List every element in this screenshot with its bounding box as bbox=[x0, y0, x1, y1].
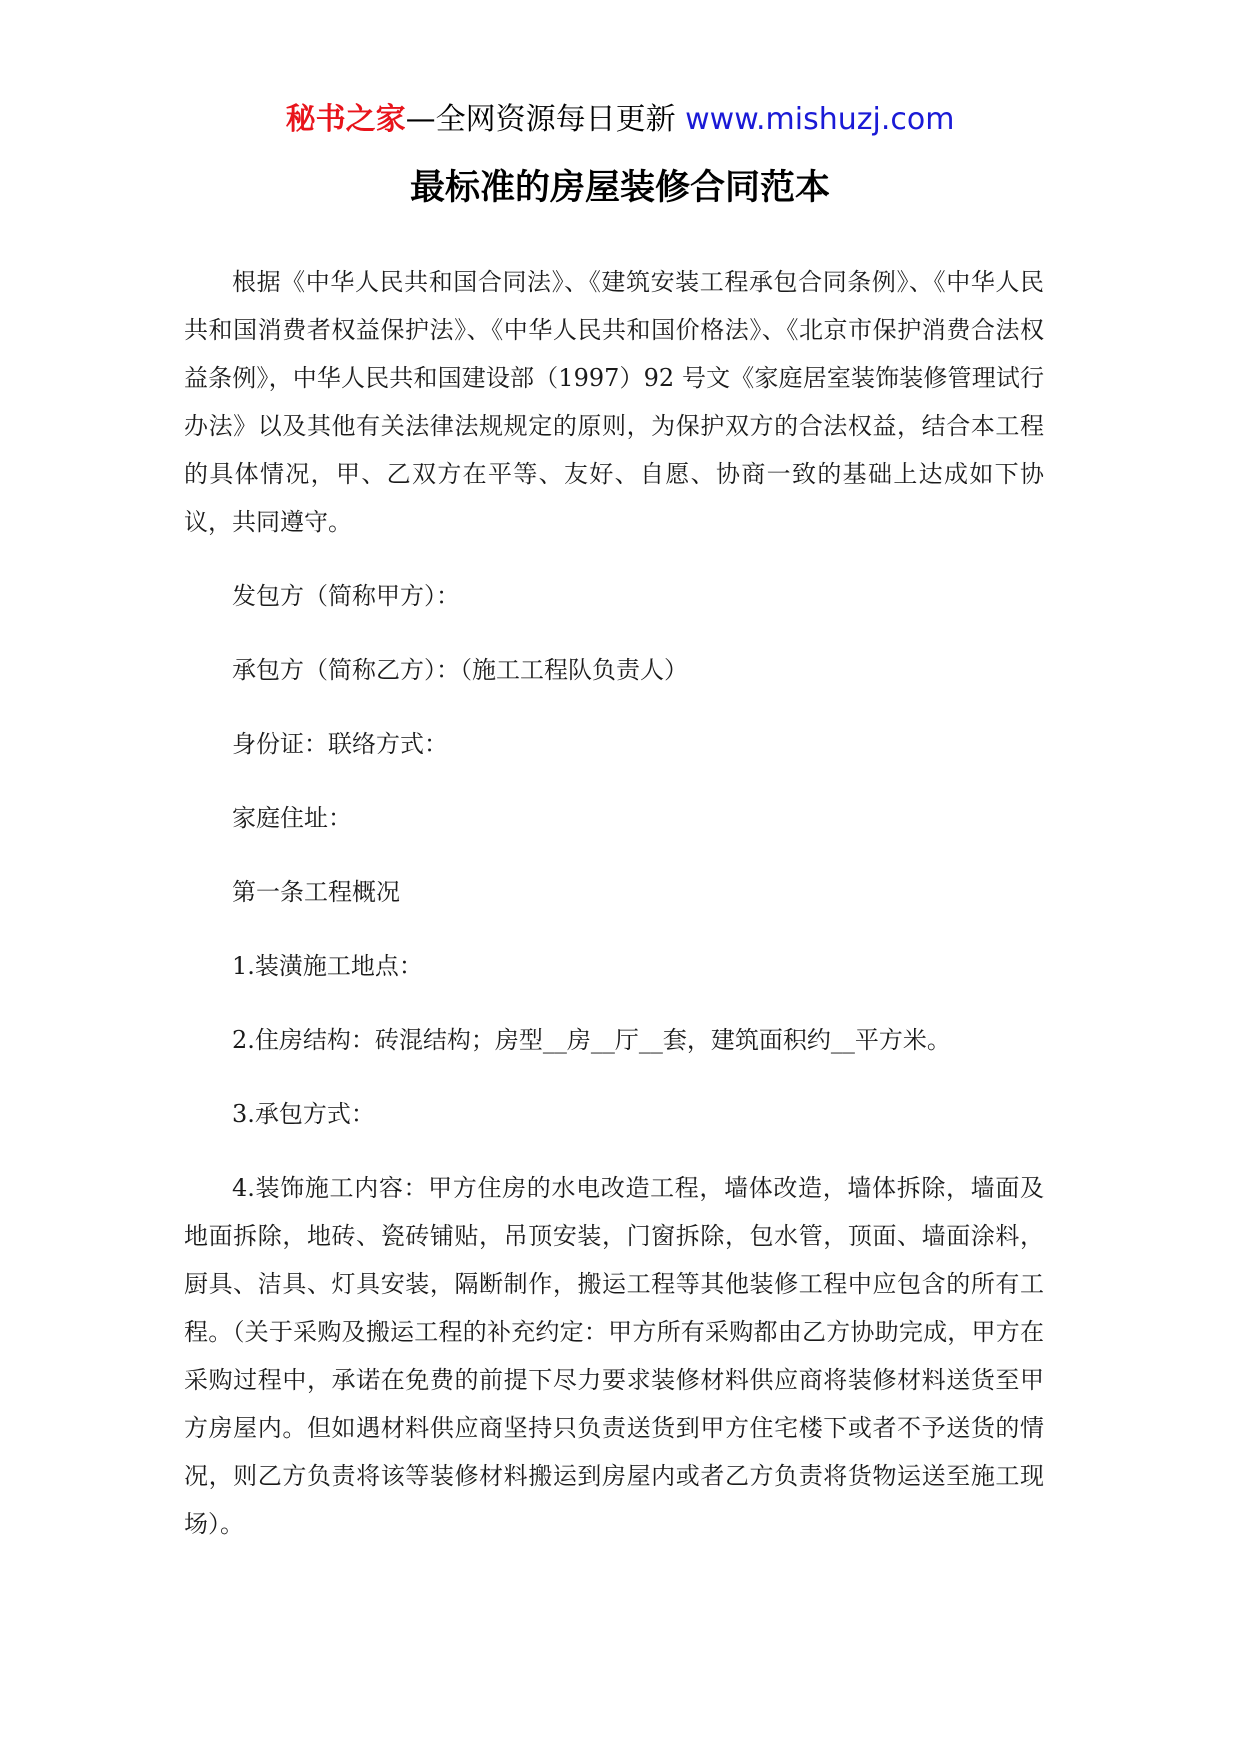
party-b-line: 承包方（简称乙方）：（施工工程队负责人） bbox=[232, 656, 688, 684]
clause-4-scope: 4.装饰施工内容：甲方住房的水电改造工程，墙体改造，墙体拆除，墙面及地面拆除，地砖、瓷砖铺贴，吊顶安装，门窗拆除，包水管，顶面、墙面涂料，厨具、洁具、灯具安装，隔断制作，搬运工程等其他装修工程中应包含的所有工程。（关于采购及搬运工程的补充约定：甲方所有采购都由乙方协助完成，甲方在采购过程中，承诺在免费的前提下尽力要求装修材料供应商将装修材料送货至甲方房屋内。但如遇材料供应商坚持只负责送货到甲方住宅楼下或者不予送货的情况，则乙方负责将该等装修材料搬运到房屋内或者乙方负责将货物运送至施工现场）。 bbox=[184, 1174, 1044, 1538]
document-title: 最标准的房屋装修合同范本 bbox=[409, 168, 830, 208]
brand-name: 秘书之家 bbox=[285, 102, 406, 137]
site-url-link[interactable]: www.mishuzj.com bbox=[685, 102, 955, 137]
site-header bbox=[0, 100, 1240, 140]
clause-1-location: 1.装潢施工地点： bbox=[232, 952, 423, 980]
article-one-heading: 第一条工程概况 bbox=[232, 878, 400, 906]
clause-3-contract-type: 3.承包方式： bbox=[232, 1100, 375, 1128]
clause-2-structure: 2.住房结构：砖混结构；房型__房__厅__套，建筑面积约__平方米。 bbox=[232, 1026, 951, 1054]
header-tagline: —全网资源每日更新 bbox=[405, 102, 676, 137]
party-a-line: 发包方（简称甲方）： bbox=[232, 582, 460, 610]
id-contact-line: 身份证：联络方式： bbox=[232, 730, 448, 758]
document-body bbox=[184, 258, 1044, 1548]
preamble-paragraph: 根据《中华人民共和国合同法》、《建筑安装工程承包合同条例》、《中华人民共和国消费者权益保护法》、《中华人民共和国价格法》、《北京市保护消费合法权益条例》，中华人民共和国建设部（1997）92 号文《家庭居室装饰装修管理试行办法》以及其他有关法律法规规定的原则，为保护双方的合法权益，结合本工程的具体情况，甲、乙双方在平等、友好、自愿、协商一致的基础上达成如下协议，共同遵守。 bbox=[184, 268, 1044, 536]
home-address-line: 家庭住址： bbox=[232, 804, 352, 832]
